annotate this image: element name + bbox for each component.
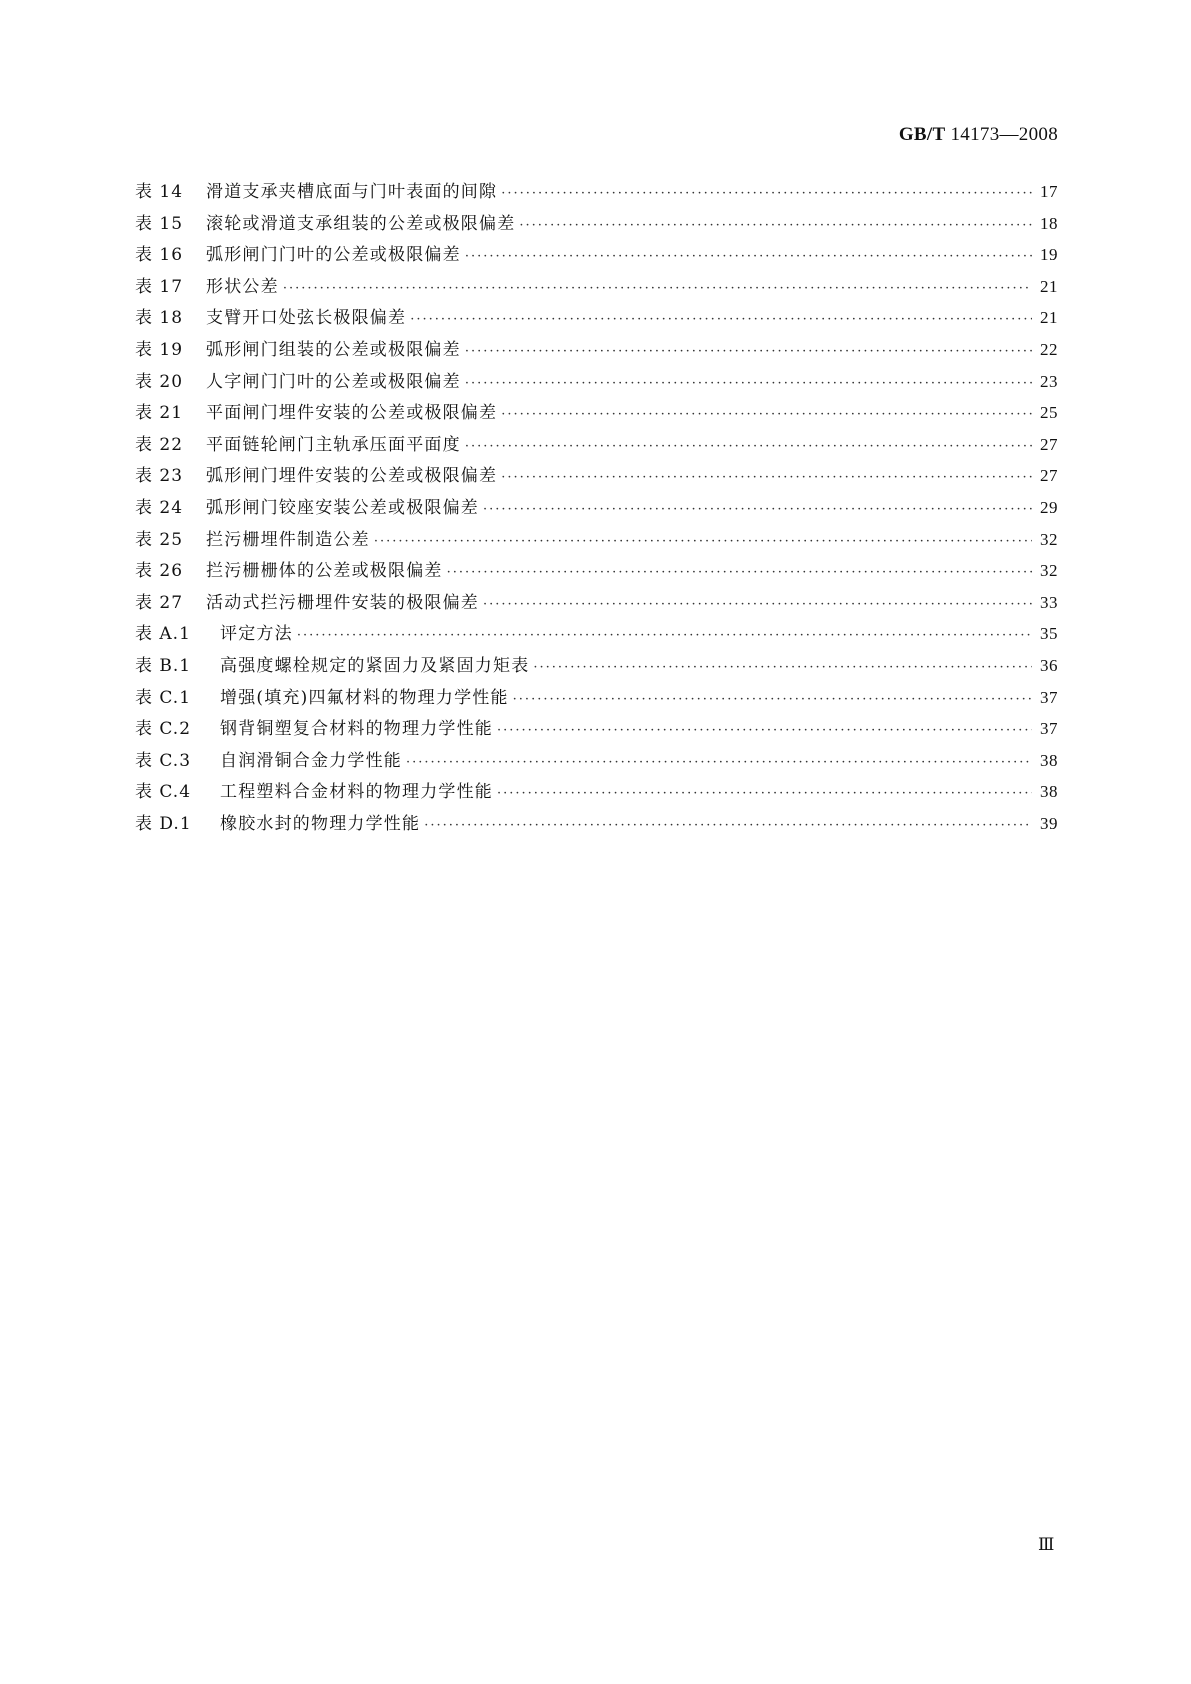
toc-entry[interactable]: [135, 208, 1058, 240]
toc-entry-page: 27: [1040, 466, 1058, 486]
dot-leader: [497, 778, 1032, 808]
standard-number: 14173—2008: [950, 124, 1058, 145]
toc-entry-page: 38: [1040, 782, 1058, 802]
toc-entry-label: 表 18: [135, 308, 184, 329]
dot-leader: [501, 462, 1032, 492]
toc-entry-page: 21: [1040, 308, 1058, 328]
toc-entry-title: 拦污栅栅体的公差或极限偏差: [206, 561, 443, 582]
toc-entry-label: 表 C.4: [135, 782, 192, 803]
toc-entry-title: 活动式拦污栅埋件安装的极限偏差: [206, 592, 479, 613]
toc-entry[interactable]: [135, 397, 1058, 429]
dot-leader: [533, 652, 1032, 682]
toc-entry-page: 23: [1040, 371, 1058, 391]
toc-entry-label: 表 A.1: [135, 624, 191, 645]
toc-entry-page: 27: [1040, 434, 1058, 454]
toc-entry[interactable]: [135, 429, 1058, 461]
toc-entry-page: 38: [1040, 750, 1058, 770]
toc-entry-page: 29: [1040, 497, 1058, 517]
dot-leader: [501, 399, 1032, 429]
toc-entry-page: 32: [1040, 529, 1058, 549]
dot-leader: [283, 273, 1032, 303]
toc-entry-title: 平面闸门埋件安装的公差或极限偏差: [206, 403, 498, 424]
toc-entry-label: 表 20: [135, 371, 184, 392]
standard-prefix: GB/T: [898, 124, 946, 145]
toc-entry-label: 表 25: [135, 529, 184, 550]
toc-entry-page: 22: [1040, 339, 1058, 359]
dot-leader: [497, 715, 1032, 745]
dot-leader: [465, 431, 1032, 461]
dot-leader: [447, 557, 1032, 587]
toc-entry[interactable]: [135, 239, 1058, 271]
toc-entry-title: 人字闸门门叶的公差或极限偏差: [206, 371, 461, 392]
toc-entry[interactable]: [135, 492, 1058, 524]
toc-entry-label: 表 14: [135, 182, 184, 202]
toc-entry-page: 21: [1040, 276, 1058, 296]
toc-entry[interactable]: [135, 587, 1058, 619]
dot-leader: [465, 241, 1032, 271]
toc-entry-title: 形状公差: [206, 276, 279, 297]
toc-entry[interactable]: [135, 618, 1058, 650]
dot-leader: [483, 494, 1032, 524]
dot-leader: [465, 368, 1032, 398]
toc-entry-label: 表 C.1: [135, 687, 192, 708]
toc-entry-label: 表 22: [135, 434, 184, 455]
dot-leader: [513, 684, 1032, 714]
toc-entry[interactable]: [135, 713, 1058, 745]
page-number: Ⅲ: [1038, 1535, 1055, 1554]
dot-leader: [424, 810, 1032, 840]
toc-entry-page: 39: [1040, 813, 1058, 833]
toc-entry-title: 弧形闸门组装的公差或极限偏差: [206, 339, 461, 360]
dot-leader: [483, 589, 1032, 619]
toc-entry-title: 钢背铜塑复合材料的物理力学性能: [220, 719, 493, 740]
toc-entry-title: 滚轮或滑道支承组装的公差或极限偏差: [206, 213, 516, 234]
dot-leader: [374, 526, 1032, 556]
toc-entry[interactable]: [135, 776, 1058, 808]
toc-entry[interactable]: [135, 745, 1058, 777]
toc-entry-page: 19: [1040, 245, 1058, 265]
toc-entry-label: 表 17: [135, 276, 184, 297]
toc-entry-label: 表 B.1: [135, 655, 192, 676]
dot-leader: [410, 304, 1032, 334]
toc-entry-label: 表 21: [135, 403, 184, 424]
toc-entry-label: 表 15: [135, 213, 184, 234]
toc-entry-title: 评定方法: [220, 624, 293, 645]
toc-entry[interactable]: [135, 271, 1058, 303]
toc-entry-title: 高强度螺栓规定的紧固力及紧固力矩表: [220, 655, 530, 676]
toc-entry[interactable]: [135, 524, 1058, 556]
toc-entry-label: 表 19: [135, 339, 184, 360]
toc-entry-label: 表 26: [135, 561, 184, 582]
page-header: [899, 124, 1058, 146]
toc-entry-title: 弧形闸门埋件安装的公差或极限偏差: [206, 466, 498, 487]
toc-entry-title: 工程塑料合金材料的物理力学性能: [220, 782, 493, 803]
toc-entry-page: 17: [1040, 182, 1058, 201]
toc-entry-title: 橡胶水封的物理力学性能: [220, 813, 421, 834]
dot-leader: [406, 747, 1032, 777]
dot-leader: [519, 210, 1032, 240]
toc-entry[interactable]: [135, 650, 1058, 682]
toc-entry-page: 36: [1040, 655, 1058, 675]
dot-leader: [501, 178, 1032, 208]
toc-entry-page: 18: [1040, 213, 1058, 233]
dot-leader: [465, 336, 1032, 366]
toc-entry-title: 增强(填充)四氟材料的物理力学性能: [220, 687, 509, 708]
toc-entry[interactable]: [135, 682, 1058, 714]
toc-entry-label: 表 23: [135, 466, 184, 487]
toc-entry[interactable]: [135, 176, 1058, 208]
toc-entry-page: 25: [1040, 403, 1058, 423]
toc-entry-label: 表 24: [135, 497, 184, 518]
toc-entry[interactable]: [135, 334, 1058, 366]
toc-entry-title: 拦污栅埋件制造公差: [206, 529, 370, 550]
toc-entry[interactable]: [135, 302, 1058, 334]
toc-entry-page: 35: [1040, 624, 1058, 644]
toc-entry-page: 32: [1040, 561, 1058, 581]
toc-entry[interactable]: [135, 460, 1058, 492]
toc-entry-label: 表 C.3: [135, 750, 192, 771]
toc-entry-page: 37: [1040, 687, 1058, 707]
toc-entry-title: 支臂开口处弦长极限偏差: [206, 308, 407, 329]
toc-entry-title: 自润滑铜合金力学性能: [220, 750, 402, 771]
toc-entry-title: 弧形闸门铰座安装公差或极限偏差: [206, 497, 479, 518]
toc-entry-page: 37: [1040, 719, 1058, 739]
toc-entry[interactable]: [135, 366, 1058, 398]
toc-entry-label: 表 D.1: [135, 813, 192, 834]
toc-entry[interactable]: [135, 808, 1058, 840]
toc-entry-title: 弧形闸门门叶的公差或极限偏差: [206, 245, 461, 266]
table-list: [135, 176, 1058, 839]
toc-entry-label: 表 16: [135, 245, 184, 266]
toc-entry-title: 滑道支承夹槽底面与门叶表面的间隙: [206, 182, 498, 202]
dot-leader: [297, 620, 1032, 650]
toc-entry[interactable]: [135, 555, 1058, 587]
toc-entry-page: 33: [1040, 592, 1058, 612]
toc-entry-label: 表 C.2: [135, 719, 192, 740]
toc-entry-label: 表 27: [135, 592, 184, 613]
toc-entry-title: 平面链轮闸门主轨承压面平面度: [206, 434, 461, 455]
